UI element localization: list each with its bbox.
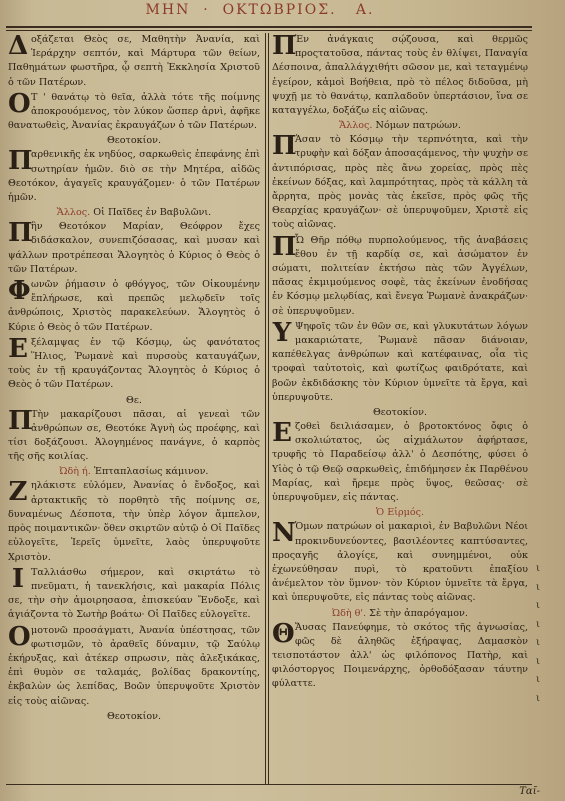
drop-capital: Ε (272, 418, 292, 449)
drop-capital: Π (272, 131, 297, 162)
rubric-text: Οἱ Παῖδες ἐν Βαβυλῶνι. (93, 207, 212, 219)
rubric-text: Θεοτοκίον. (106, 710, 162, 722)
margin-mark: ι (536, 600, 540, 611)
hymn-stanza (8, 333, 260, 393)
rubric-heading (8, 206, 260, 220)
header-day: Α. (355, 2, 375, 18)
stanza-text: ηλάκιστε εὐλόμεν, Ἀνανίας ὁ ἔνδοξος, καὶ ἀρτακτικῆς τὸ πορθητὸ τῆς ποίμνης σε, δυναμένως Δέσποτα, τὴν ὑπὲρ λόγον ἄμπελον, πρὸς ποιμαντικῶν· ὅθεν σκιρτῶν αὐτῷ ὁ Οἱ Παῖδες εὐλογεῖτε, Ἱερεῖς ὑμνεῖτε, λαὸς ὑπερυψοῦτε Χριστὸν. (8, 480, 260, 563)
bottom-rule (6, 784, 532, 785)
rubric-heading (272, 119, 528, 133)
header-month-name: ΟΚΤΩΒΡΙΟΣ. (222, 2, 337, 18)
hymn-stanza (272, 520, 528, 605)
stanza-text: μοτονῶ προσάγματι, Ἀνανία ὑπέστησας, τῶν φωτισμῶν, τὸ ἀραθεῖς δύναμιν, τῷ Σαύλῳ ἐκήρυξας, καὶ ἀτέκερ σπρωσιν, πὰς ἀλεξικάκας, ἐπὶ θυμὸν σε ταλαμάς, βολίδας δρακοντίης, ἐκβαλὼν ὡς λεπίδας, Βοῶν ὑπερυψοῦτε Χριστὸν εἰς τοὺς αἰῶνας. (8, 624, 260, 707)
stanza-text: οξάζεται Θεὸς σε, Μαθητὴν Ἀνανία, καὶ Ἱεράρχην σεπτόν, καὶ Μάρτυρα τῶν θείων, Παθημάτων φωστῆρα, ᾧ σεπτὴ Ἐκκλησία Χριστοῦ ὁ τῶν Πατέρων. (8, 34, 260, 88)
stanza-text: ἣν Θεοτόκον Μαρίαν, Θεόφρον ἔχες διδάσκαλον, συνεπιζόσασας, καὶ μυσαν καὶ ψάλλων προτρέπεσαι Ἄλογητὸς ὁ Κύριος ὁ Θεὸς ὁ τῶν Πατέρων. (8, 221, 260, 275)
drop-capital: Ο (8, 88, 31, 119)
stanza-text: Ὦ Θῆρ πόθῳ πυρπολούμενος, τῆς ἀναβάσεις ἔθου ἐν τῇ καρδίᾳ σε, καὶ ἀσώματον ἐν σώματι, πολιτείαν ἐκτήσω πὰς τῶν Ἀγγέλων, πᾶσας ἐκμιμούμενος σοφὲ, τὰς ἐκείνων ἐνοδήσας ἐν Κόσμῳ μελῳδίας, καὶ ἔνεγα Ῥωμανὲ ἀνακράζων· σὲ ὑπερυψοῦμεν. (272, 234, 528, 317)
drop-capital: Ε (8, 333, 28, 364)
hymn-stanza (272, 133, 528, 232)
margin-mark: ι (536, 563, 540, 574)
hymn-stanza (8, 621, 260, 709)
hymn-stanza (8, 278, 260, 335)
rubric-text: Θεοτοκίον. (372, 407, 428, 419)
hymn-stanza (8, 220, 260, 277)
hymn-stanza (272, 618, 528, 692)
margin-mark: ι (536, 655, 540, 667)
hymn-stanza (8, 33, 260, 90)
rubric-text: Θεοτοκίον. (106, 135, 162, 147)
hymn-stanza (272, 317, 528, 405)
margin-mark: ι (536, 637, 540, 648)
rubric-label: Ἄλλος. (56, 207, 91, 219)
drop-capital: Π (272, 231, 297, 262)
rubric-heading (272, 607, 528, 621)
hymn-stanza (8, 405, 260, 465)
stanza-text: ξέλαμψας ἐν τῷ Κόσμῳ, ὡς φανότατος Ἥλιος, Ῥωμανὲ καὶ πυρσοὺς καταυγάζων, τοὺς ἐν τῇ κραυγάζοντας Ἄλογητὸς ὁ Κύριος ὁ Θεὸς ὁ τῶν Πατέρων. (8, 336, 260, 391)
rubric-text: Σὲ τὴν ἀπαρόγαμον. (369, 607, 468, 619)
rubric-heading (272, 406, 528, 420)
stanza-text: Ψηφοῖς τῶν ἐν θῶν σε, καὶ γλυκυτάτων λόγων μακαριώτατε, Ῥωμανὲ πᾶσαν διάνοιαν, καπέθελγας ἀνθρώπων καὶ κατέφαινας, οἷα τὶς τροφαὶ ταὐτοτοὶς, καὶ φωτίζως φαιδρότατε, καὶ βοῶν ἐκδιδάσκης τὸν Κύριον ὑμνεῖτε τὰ ἔργα, καὶ ὑπερυψοῦτε. (272, 320, 528, 403)
column-divider-inner (268, 33, 269, 785)
drop-capital: Θ (272, 618, 295, 649)
stanza-text: ζοθεὶ δειλιάσαμεν, ὁ βροτοκτόνος ὄφις ὁ σκολιώτατος, ὡς αἰχμάλωτον ἀφήρτασε, τρυφῆς τὸ Παραδείσῳ ἀλλ' ὁ Δεσπότης, φύσει ὁ Υἱὸς ὁ τῷ Θεῷ σαρκωθεὶς, ἐπιδήμησεν ἐκ Παρθένου Μαρίας, καὶ ἤρεμε πρὸς ὕψος, θεῶσας· σὲ ὑπερυψοῦμεν, εἰς πάντας. (272, 421, 528, 504)
margin-mark: ι (536, 692, 540, 704)
rubric-label: Ἄλλος. (339, 120, 373, 132)
drop-capital: Ζ (8, 477, 28, 508)
rubric-heading (8, 394, 260, 408)
rubric-text: Νόμων πατρώων. (375, 120, 461, 132)
stanza-text: αρθενικῆς ἐκ νηδύος, σαρκωθεὶς ἐπεφάνης ἐπὶ σωτηρίαν ἡμῶν. διὸ σε τὴν Μητέρα, αἰδῶς Θεοτόκον, ἀγαγεῖς κραυγάζομεν· ὁ τῶν Πατέρων ἡμῶν. (8, 149, 260, 204)
drop-capital: Δ (8, 33, 29, 61)
margin-notes (536, 560, 560, 720)
hymn-stanza (272, 33, 528, 118)
hymn-stanza (8, 563, 260, 623)
rubric-heading (272, 506, 528, 520)
drop-capital: Π (8, 146, 33, 177)
drop-capital: Π (8, 218, 33, 249)
hymn-stanza (8, 148, 260, 205)
drop-capital: Π (272, 33, 297, 61)
rubric-heading (8, 710, 260, 724)
catchword: Ταῖ- (519, 786, 540, 797)
stanza-text: Ὁμων πατρώων οἱ μακαριοὶ, ἐν Βαβυλῶνι Νέοι προκινδυνεύοντες, βασιλέοντες καπτύσαντες, προςαγῆς ἀλογίςε, καὶ συνημμένοι, οὐκ ἐχωνεύθησαν πυρὶ, τὸ κρατοῦντι ἐπαξίου ἀνέμελτον τὸν ὕμνον· τὸν Κύριον ὑμνεῖτε τὰ ἔργα, καὶ ὑπερυψοῦτε, εἰς πάντας τοὺς αἰῶνας. (272, 521, 528, 604)
drop-capital: Π (8, 405, 33, 436)
running-header: ΜΗΝ · ΟΚΤΩΒΡΙΟΣ. Α. (145, 2, 375, 18)
drop-capital: Ο (8, 621, 31, 652)
stanza-text: Τὴν μακαρίζουσι πᾶσαι, αἱ γενεαὶ τῶν ἀνθρώπων σε, Θεοτόκε Ἁγνὴ ὡς προέφης, καὶ τίσι δοξάζουσι. Ἀλογημένος πανάγνε, ὁ καρπὸς τῆς σῆς κοιλίας. (8, 408, 260, 463)
margin-mark: ι (536, 674, 540, 685)
hymn-stanza (272, 231, 528, 319)
header-month: ΜΗΝ (145, 2, 191, 18)
stanza-text: Τ ' θανάτῳ τὸ θεῖα, ἀλλὰ τότε τῆς ποίμνης ἀποκρουόμενος, τὸν λύκον ὥσπερ ἀρνὶ, ἀφῆκε θανατωθεὶς, Ἀνανίας ἐκραυγάζων ὁ τῶν Πατέρων. (8, 91, 260, 132)
drop-capital: Ν (272, 518, 296, 549)
rubric-heading (8, 465, 260, 479)
column-divider (265, 33, 266, 785)
rubric-label: Ὠδὴ θ'. (332, 607, 367, 619)
rubric-label: Ὠδὴ ή. (59, 466, 91, 478)
hymn-stanza (8, 479, 260, 564)
stanza-text: Ταλλιάσθω σήμερον, καὶ σκιρτάτω τὸ πνεῦματι, ἡ τανεκλήσις, καὶ μακαρία Πόλις σε, τὴν σὴν ἀμοιρησασα, ἐπισκεύαν Ἔνδοξε, καὶ ἁγιάζοντα τὸ Σωτὴρ βοάτω· Οἱ Παῖδες εὐλογεῖτε. (8, 566, 260, 621)
stanza-text: Ἁσαν τὸ Κόσμῳ τὴν τερπνότητα, καὶ τὴν τρυφὴν καὶ δόξαν ἀποσαςάμενος, τὴν ψυχὴν σε ἀντιπόρισας, πρὸς πὲς ἄνω χορείας, πρὸς πὲς ἐκείνων δόξας, καὶ λαμπρότητας, πρὸς τὰ κάλλη τὰ ἄρρητα, πρὸς μονὰς τὰς ἐκεῖσε, πρὸς φῶς τῆς Θεαρχίας κραυγάζων· σὲ ὑπερυψοῦμεν, Χριστὲ εἰς τοὺς αἰῶνας. (272, 134, 528, 231)
rubric-label: Ὁ Εἱρμός. (375, 507, 425, 519)
hymn-stanza (8, 88, 260, 134)
stanza-text: Ἄυσας Πανεύφημε, τὸ σκότος τῆς ἀγνωσίας, φῶς δὲ ἀληθῶς ἐξήραψας, Δαμασκὸν τεισποτάστον ἀλλ' ὡς φιλόπονος Πατὴρ, καὶ φιλόστοργος Ποιμενάρχης, ὀρθοδόξασαν τάυτην φύλαττε. (272, 621, 528, 690)
margin-mark: ι (536, 581, 540, 593)
hymn-stanza (272, 420, 528, 505)
margin-mark: ι (536, 618, 540, 630)
rubric-text: Θε. (126, 394, 142, 406)
top-rule-thin (6, 30, 532, 31)
left-column (8, 33, 260, 785)
right-column (272, 33, 528, 785)
stanza-text: Ἐν ἀνάγκαις σῴζουσα, καὶ θερμῶς προςτατοῦσα, πάντας τοὺς ἐν θλίψει, Παναγία Δέσποινα, ἀπαλλάγχιθήτι σῶσον με, καὶ τεταγμένῳ ἐγείρον, κἀμοὶ Βοήθεια, πρὸ τὸ πέλος διδοῦσα, μὴ ψυχῇ με τὸ θανάτῳ, καπλαδοῦν ὑπερτάσιον, ἵνα σε καταγγέλω, δοξάζω εἰς αἰῶνας. (272, 34, 528, 117)
rubric-heading (8, 134, 260, 148)
rubric-text: Ἑπταπλασίως κάμινον. (93, 466, 209, 478)
drop-capital: Ι (11, 563, 25, 594)
stanza-text: ωνῶν ῥήμασιν ὁ φθόγγος, τῶν Οἰκουμένην ἔπλήρωσε, καὶ πρεπῶς μελῳδεῖν τοῖς ἀνθρώποις, Χριστὸς παρακελεύων. Ἄλογητὸς ὁ Κύριε ὁ Θεὸς ὁ τῶν Πατέρων. (8, 279, 260, 333)
drop-capital: Υ (272, 317, 292, 348)
top-rule (6, 26, 532, 28)
drop-capital: Φ (8, 276, 31, 307)
